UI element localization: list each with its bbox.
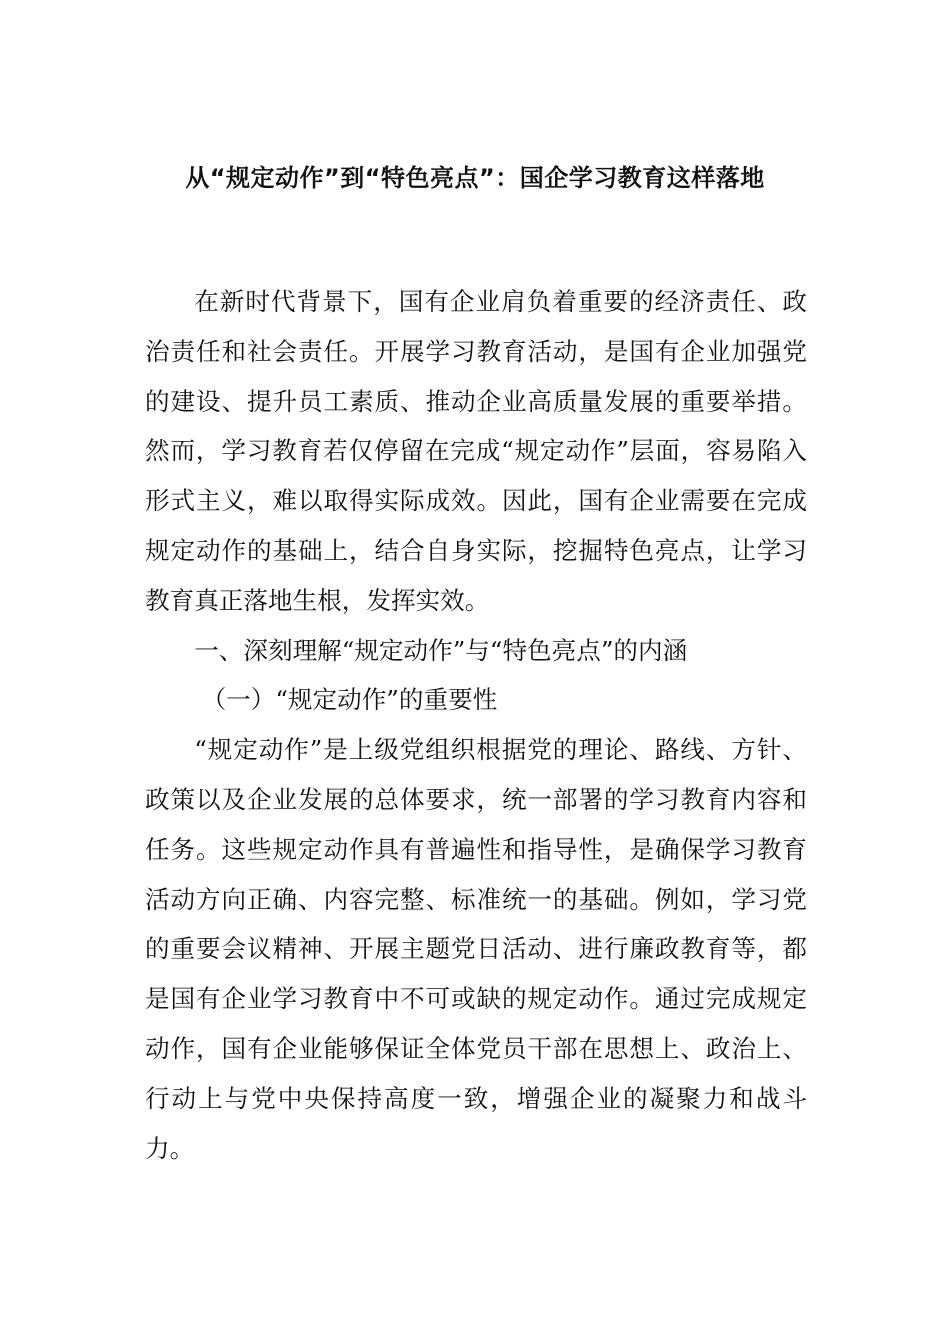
subsection-heading-1: （一）“规定动作”的重要性 <box>201 685 498 715</box>
intro-paragraph: 在新时代背景下，国有企业肩负着重要的经济责任、政治责任和社会责任。开展学习教育活动，是国有企业加强党的建设、提升员工素质、推动企业高质量发展的重要举措。然而，学习教育若仅停留在完成“规定动作”层面，容易陷入形式主义，难以取得实际成效。因此，国有企业需要在完成规定动作的基础上，结合自身实际，挖掘特色亮点，让学习教育真正落地生根，发挥实效。 <box>145 287 807 615</box>
document-body <box>145 277 807 1173</box>
section-heading-1: 一、深刻理解“规定动作”与“特色亮点”的内涵 <box>194 635 688 665</box>
body-paragraph: “规定动作”是上级党组织根据党的理论、路线、方针、政策以及企业发展的总体要求，统一部署的学习教育内容和任务。这些规定动作具有普遍性和指导性，是确保学习教育活动方向正确、内容完整、标准统一的基础。例如，学习党的重要会议精神、开展主题党日活动、进行廉政教育等，都是国有企业学习教育中不可或缺的规定动作。通过完成规定动作，国有企业能够保证全体党员干部在思想上、政治上、行动上与党中央保持高度一致，增强企业的凝聚力和战斗力。 <box>145 735 807 1163</box>
document-title: 从“规定动作”到“特色亮点”：国企学习教育这样落地 <box>185 164 765 192</box>
